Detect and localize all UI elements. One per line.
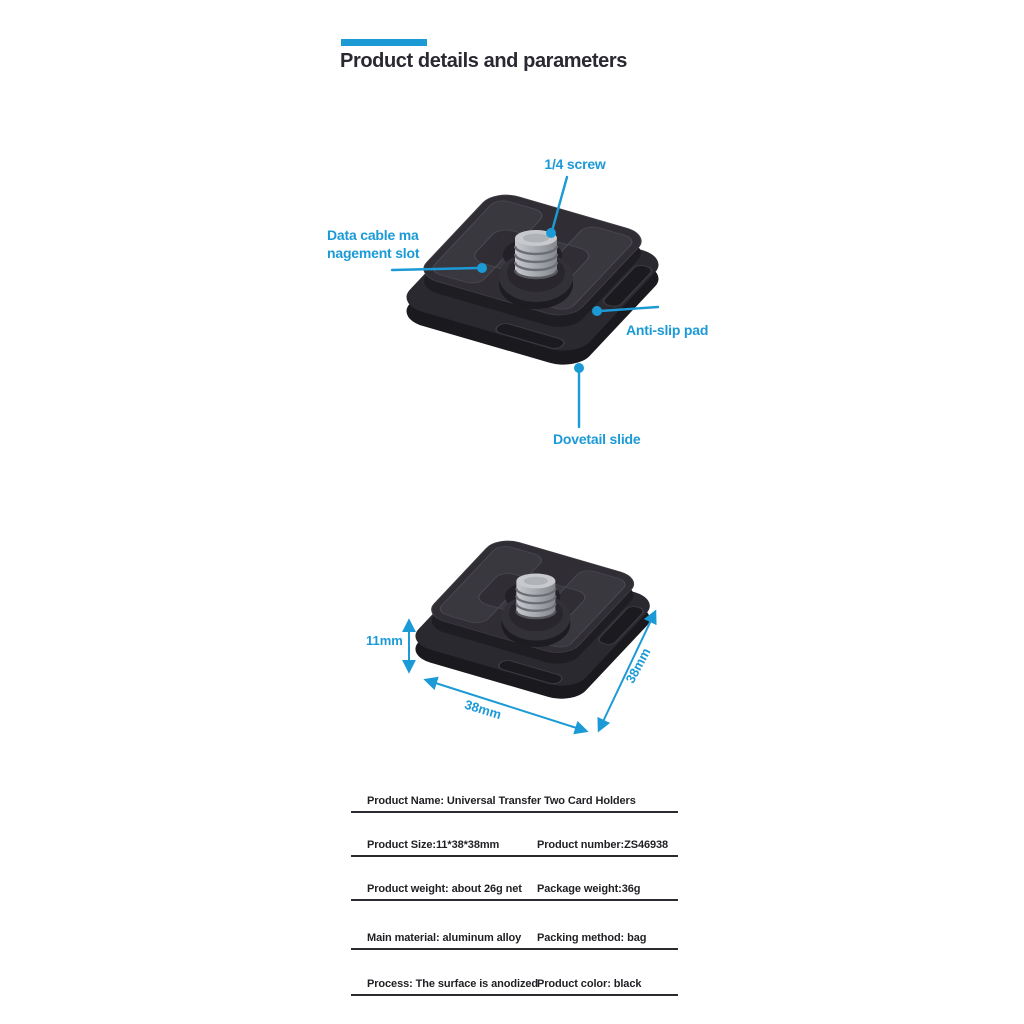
spec-cell: Main material: aluminum alloy: [367, 932, 522, 944]
spec-cell: Packing method: bag: [537, 932, 647, 944]
spec-cell: Product number:ZS46938: [537, 839, 669, 851]
screw-callout-dot: [546, 228, 556, 238]
spec-row-product-name: [351, 781, 678, 813]
page-title: Product details and parameters: [340, 50, 627, 72]
spec-cell: Product Size:11*38*38mm: [367, 839, 500, 851]
cable-slot-label-line2: nagement slot: [327, 245, 420, 261]
dimension-label-width: 38mm: [462, 696, 504, 723]
callout-label-screw: 1/4 screw: [544, 156, 606, 172]
callout-label-cable-slot: [327, 226, 419, 262]
callout-label-dovetail: Dovetail slide: [553, 431, 641, 447]
spec-row-weight: [351, 869, 678, 901]
spec-row-material-packing: [351, 918, 678, 950]
spec-cell: Process: The surface is anodized: [367, 978, 539, 990]
cable-slot-label-line1: Data cable ma: [327, 227, 419, 243]
spec-row-size-number: [351, 825, 678, 857]
spec-cell: Package weight:36g: [537, 883, 641, 895]
dimension-label-depth: 38mm: [622, 645, 654, 686]
spec-cell: Product weight: about 26g net: [367, 883, 522, 895]
cable-slot-callout-dot: [477, 263, 487, 273]
dovetail-callout-dot: [574, 363, 584, 373]
spec-cell: Product Name: Universal Transfer Two Card Holders: [367, 795, 636, 807]
spec-row-process-color: [351, 964, 678, 996]
callout-label-anti-slip: Anti-slip pad: [626, 322, 709, 338]
spec-cell: Product color: black: [537, 978, 642, 990]
product-render-top: [396, 190, 669, 370]
anti-slip-callout-dot: [592, 306, 602, 316]
dimension-label-height: 11mm: [366, 633, 403, 648]
